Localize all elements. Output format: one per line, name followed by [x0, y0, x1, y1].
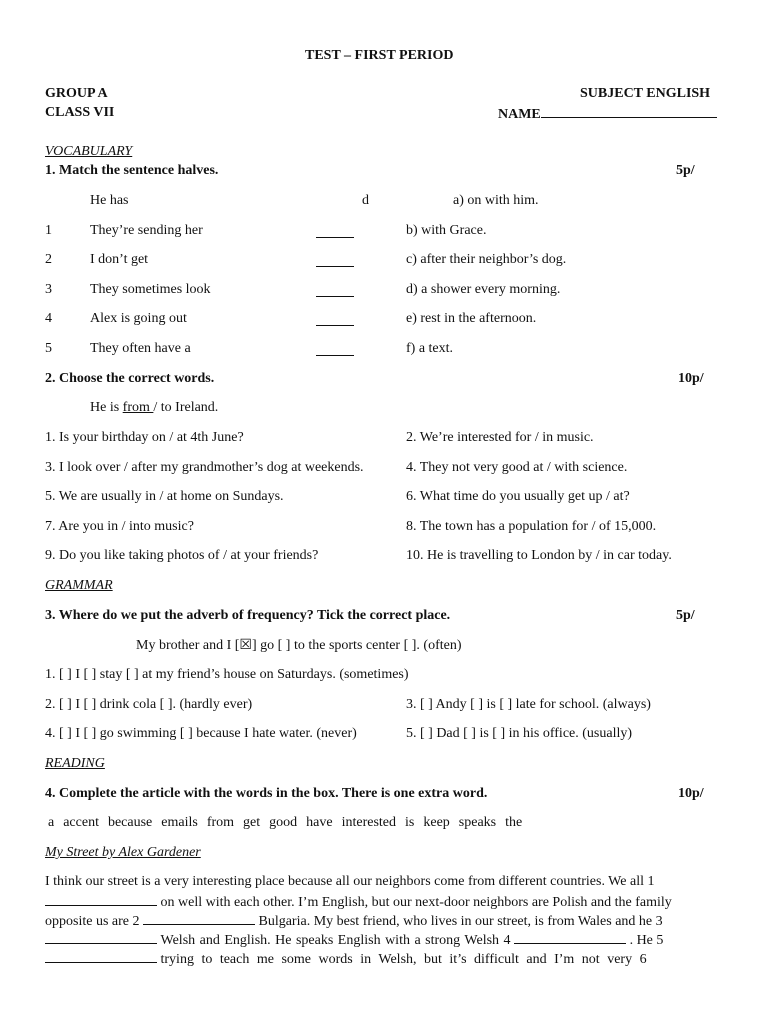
section-heading-grammar: GRAMMAR — [45, 578, 113, 593]
q2-item: 10. He is travelling to London by / in car today. — [406, 548, 672, 563]
article-blank-1[interactable] — [45, 893, 157, 906]
article-line — [45, 874, 722, 890]
q1-row-right: c) after their neighbor’s dog. — [406, 252, 567, 267]
q2-item: 2. We’re interested for / in music. — [406, 430, 594, 445]
article-title: My Street by Alex Gardener — [45, 845, 201, 860]
q3-prompt: 3. Where do we put the adverb of frequency? Tick the correct place. — [45, 608, 451, 623]
q1-row-left: They sometimes look — [90, 282, 211, 297]
q1-answer-blank[interactable] — [316, 225, 354, 243]
q1-row-right: f) a text. — [406, 341, 454, 356]
q1-row-left: They often have a — [90, 341, 191, 356]
article-line — [45, 931, 663, 949]
word-box-item: speaks — [458, 815, 497, 830]
page-title: TEST – FIRST PERIOD — [305, 48, 454, 63]
q1-prompt: 1. Match the sentence halves. — [45, 163, 219, 178]
subject-label: SUBJECT ENGLISH — [580, 86, 711, 101]
word-box — [48, 815, 531, 831]
word-box-item: the — [505, 815, 523, 830]
word-box-item: good — [269, 815, 298, 830]
word-box-item: keep — [423, 815, 450, 830]
word-box-item: interested — [341, 815, 397, 830]
q4-points: 10p/ — [678, 786, 704, 801]
q2-item: 9. Do you like taking photos of / at your friends? — [45, 548, 319, 563]
q1-row-left: I don’t get — [90, 252, 149, 267]
word-box-item: have — [306, 815, 333, 830]
word-box-item: emails — [161, 815, 198, 830]
q3-item: 4. [ ] I [ ] go swimming [ ] because I hate water. (never) — [45, 726, 357, 741]
q1-answer-blank[interactable] — [316, 343, 354, 361]
name-field[interactable] — [498, 105, 717, 123]
group-label: GROUP A — [45, 86, 108, 101]
word-box-item: a — [48, 815, 55, 830]
name-blank[interactable] — [541, 105, 717, 118]
article-text: Welsh and English. He speaks English with a strong Welsh 4 — [160, 933, 511, 948]
q1-example-left: He has — [90, 193, 129, 208]
q2-example — [90, 400, 218, 416]
q2-prompt: 2. Choose the correct words. — [45, 371, 215, 386]
word-box-item: get — [243, 815, 261, 830]
q1-row-left: Alex is going out — [90, 311, 187, 326]
q1-answer-blank[interactable] — [316, 313, 354, 331]
q1-row-number: 5 — [45, 341, 52, 356]
q3-item: 5. [ ] Dad [ ] is [ ] in his office. (usually) — [406, 726, 633, 741]
q1-row-right: e) rest in the afternoon. — [406, 311, 537, 326]
q1-points: 5p/ — [676, 163, 695, 178]
section-heading-reading: READING — [45, 756, 105, 771]
article-line — [45, 912, 663, 930]
q4-prompt: 4. Complete the article with the words in the box. There is one extra word. — [45, 786, 488, 801]
q2-item: 5. We are usually in / at home on Sundays. — [45, 489, 284, 504]
q1-row-number: 1 — [45, 223, 52, 238]
q3-item: 3. [ ] Andy [ ] is [ ] late for school. (always) — [406, 697, 651, 712]
q2-item: 4. They not very good at / with science. — [406, 460, 628, 475]
article-text: on well with each other. I’m English, but our next-door neighbors are Polish and the family — [160, 895, 672, 910]
article-blank-3[interactable] — [45, 931, 157, 944]
article-blank-4[interactable] — [514, 931, 626, 944]
q1-row-number: 2 — [45, 252, 52, 267]
class-label: CLASS VII — [45, 105, 115, 120]
article-text: I think our street is a very interesting place because all our neighbors come from different countries. We all 1 — [45, 874, 655, 889]
article-text: opposite us are 2 — [45, 914, 140, 929]
q2-example-post: / to Ireland. — [153, 400, 219, 415]
word-box-item: is — [405, 815, 415, 830]
q1-answer-blank[interactable] — [316, 254, 354, 272]
q3-item: 2. [ ] I [ ] drink cola [ ]. (hardly ever) — [45, 697, 253, 712]
word-box-item: because — [107, 815, 153, 830]
q1-row-number: 3 — [45, 282, 52, 297]
article-blank-5[interactable] — [45, 950, 157, 963]
word-box-item: from — [206, 815, 235, 830]
article-blank-2[interactable] — [143, 912, 255, 925]
q3-points: 5p/ — [676, 608, 695, 623]
article-line — [45, 950, 647, 968]
article-text: . He 5 — [629, 933, 664, 948]
q2-item: 3. I look over / after my grandmother’s dog at weekends. — [45, 460, 364, 475]
article-line — [45, 893, 672, 911]
q2-item: 6. What time do you usually get up / at? — [406, 489, 630, 504]
q2-example-pre: He is — [90, 400, 123, 415]
q1-row-right: b) with Grace. — [406, 223, 487, 238]
q1-example-answer: d — [362, 193, 369, 208]
q1-row-right: d) a shower every morning. — [406, 282, 561, 297]
q2-item: 8. The town has a population for / of 15,000. — [406, 519, 657, 534]
q2-points: 10p/ — [678, 371, 704, 386]
q1-example-right: a) on with him. — [453, 193, 539, 208]
q1-row-left: They’re sending her — [90, 223, 203, 238]
word-box-item: accent — [63, 815, 99, 830]
name-label: NAME — [498, 107, 541, 122]
q1-answer-blank[interactable] — [316, 284, 354, 302]
q2-item: 1. Is your birthday on / at 4th June? — [45, 430, 244, 445]
q1-row-number: 4 — [45, 311, 52, 326]
q2-example-answer: from — [122, 400, 154, 415]
q2-item: 7. Are you in / into music? — [45, 519, 194, 534]
section-heading-vocabulary: VOCABULARY — [45, 144, 133, 159]
article-text: trying to teach me some words in Welsh, but it’s difficult and I’m not very 6 — [160, 952, 647, 967]
q3-item: 1. [ ] I [ ] stay [ ] at my friend’s house on Saturdays. (sometimes) — [45, 667, 409, 682]
q3-example: My brother and I [☒] go [ ] to the sports center [ ]. (often) — [136, 638, 462, 653]
article-text: Bulgaria. My best friend, who lives in our street, is from Wales and he 3 — [258, 914, 663, 929]
